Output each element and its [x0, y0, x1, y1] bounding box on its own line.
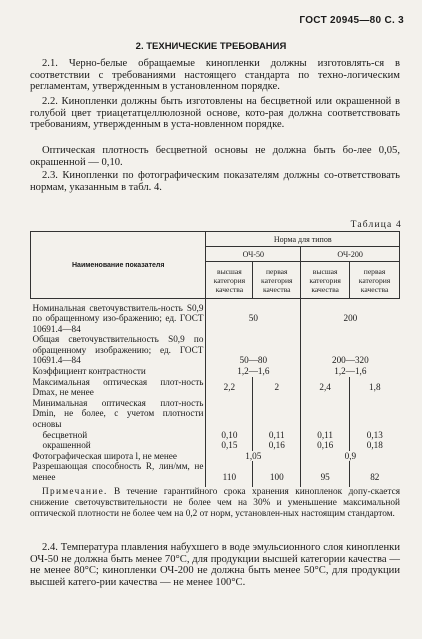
row-label-dmax: Максимальная оптическая плот-ность Dmax, не менее [32, 376, 204, 398]
cell-dmax: 2,2 [206, 377, 253, 398]
row-label-general-sensitivity: Общая светочувствительность S0,9 по обращенному изображению; ед. ГОСТ 10691.4—84 [32, 334, 204, 366]
cell-latitude-oc200: 0,9 [301, 451, 400, 462]
cell-tinted: 0,18 [350, 440, 400, 451]
norms-group-header: Норма для типов [206, 232, 400, 247]
cell-resolution: 82 [350, 461, 400, 482]
cell-colorless: 0,13 [350, 430, 400, 441]
cell-tinted: 0,15 [206, 440, 253, 451]
subheader-highest-oc200: высшая категория качества [301, 262, 350, 299]
subheader-highest-oc50: высшая категория качества [206, 262, 253, 299]
section-title: 2. ТЕХНИЧЕСКИЕ ТРЕБОВАНИЯ [135, 41, 287, 52]
row-label-dmin: Минимальная оптическая плот-ность Dmin, не более, с учетом плотности основы [32, 397, 204, 430]
norms-table [30, 231, 400, 487]
type-header-oc200: ОЧ-200 [301, 247, 400, 262]
row-label-latitude: Фотографическая широта l, не менее [32, 450, 177, 461]
cell-dmax: 2,4 [301, 377, 350, 398]
cell-resolution: 95 [301, 461, 350, 482]
table-row [31, 451, 400, 462]
cell-contrast-oc200: 1,2—1,6 [301, 366, 400, 377]
page-header: ГОСТ 20945—80 С. 3 [299, 15, 404, 26]
cell-colorless: 0,11 [301, 430, 350, 441]
table-row [31, 440, 400, 451]
table-row [31, 303, 400, 335]
cell-resolution: 100 [253, 461, 301, 482]
row-label-tinted: окрашенной [42, 440, 91, 451]
cell-latitude-oc50: 1,05 [206, 451, 301, 462]
cell-dmax: 1,8 [350, 377, 400, 398]
note-label: Примечание. [42, 487, 108, 497]
type-header-oc50: ОЧ-50 [206, 247, 301, 262]
cell-tinted: 0,16 [253, 440, 301, 451]
cell-colorless: 0,11 [253, 430, 301, 441]
table-caption: Таблица 4 [350, 220, 402, 230]
note-text: В течение гарантийного срока хранения кинопленок допу-скается снижение светочувствительности не более чем на 30% и уменьшение максимальной оптической плотности не более чем на 0,2 от норм, установлен-ных настоящим стандартом. [30, 487, 400, 519]
paragraph-2-2-density: Оптическая плотность бесцветной основы не должна быть бо-лее 0,05, окрашенной — 0,10. [30, 145, 400, 168]
cell-dmax: 2 [253, 377, 301, 398]
table-row [31, 398, 400, 430]
cell-contrast-oc50: 1,2—1,6 [206, 366, 301, 377]
cell-resolution: 110 [206, 461, 253, 482]
paragraph-2-1: 2.1. Черно-белые обращаемые кинопленки должны изготовлять-ся в соответствии с требованиями настоящего стандарта по техно-логическим регламентам, утвержденным в установленном порядке. [30, 58, 400, 93]
paragraph-2-2: 2.2. Кинопленки должны быть изготовлены на бесцветной или окрашенной в голубой цвет триацетатцеллюлозной основе, кото-рая должна соответствовать требованиям, утвержденным в уста-новленном порядке. [30, 96, 400, 131]
cell-general-oc200: 200—320 [301, 334, 400, 366]
row-label-colorless: бесцветной [42, 429, 88, 440]
paragraph-2-4: 2.4. Температура плавления набухшего в воде эмульсионного слоя кинопленки ОЧ-50 не должна быть менее 70°С, для продукции высшей категории качества — не менее 80°С; кинопленки ОЧ-200 не должна быть менее 50°С, для продукции высшей катего-рии качества — не менее 100°С. [30, 542, 400, 588]
cell-colorless: 0,10 [206, 430, 253, 441]
paragraph-2-3: 2.3. Кинопленки по фотографическим показателям должны со-ответствовать нормам, указанным в табл. 4. [30, 170, 400, 193]
cell-sensitivity-oc200: 200 [301, 303, 400, 335]
table-row [31, 334, 400, 366]
subheader-first-oc50: первая категория качества [253, 262, 301, 299]
table-note [30, 487, 400, 519]
cell-tinted: 0,16 [301, 440, 350, 451]
table-row [31, 430, 400, 441]
table-row [31, 377, 400, 398]
column-header-indicator: Наименование показателя [31, 232, 206, 299]
table-row [31, 461, 400, 482]
row-label-nominal-sensitivity: Номинальная светочувствитель-ность S0,9 по обращенному изо-бражению; ед. ГОСТ 10691.4—84 [32, 302, 204, 334]
subheader-first-oc200: первая категория качества [350, 262, 400, 299]
row-label-resolution: Разрешающая способность R, лин/мм, не менее [32, 461, 204, 482]
row-label-contrast: Коэффициент контрастности [32, 366, 146, 377]
table-row [31, 366, 400, 377]
cell-sensitivity-oc50: 50 [206, 303, 301, 335]
cell-general-oc50: 50—80 [206, 334, 301, 366]
